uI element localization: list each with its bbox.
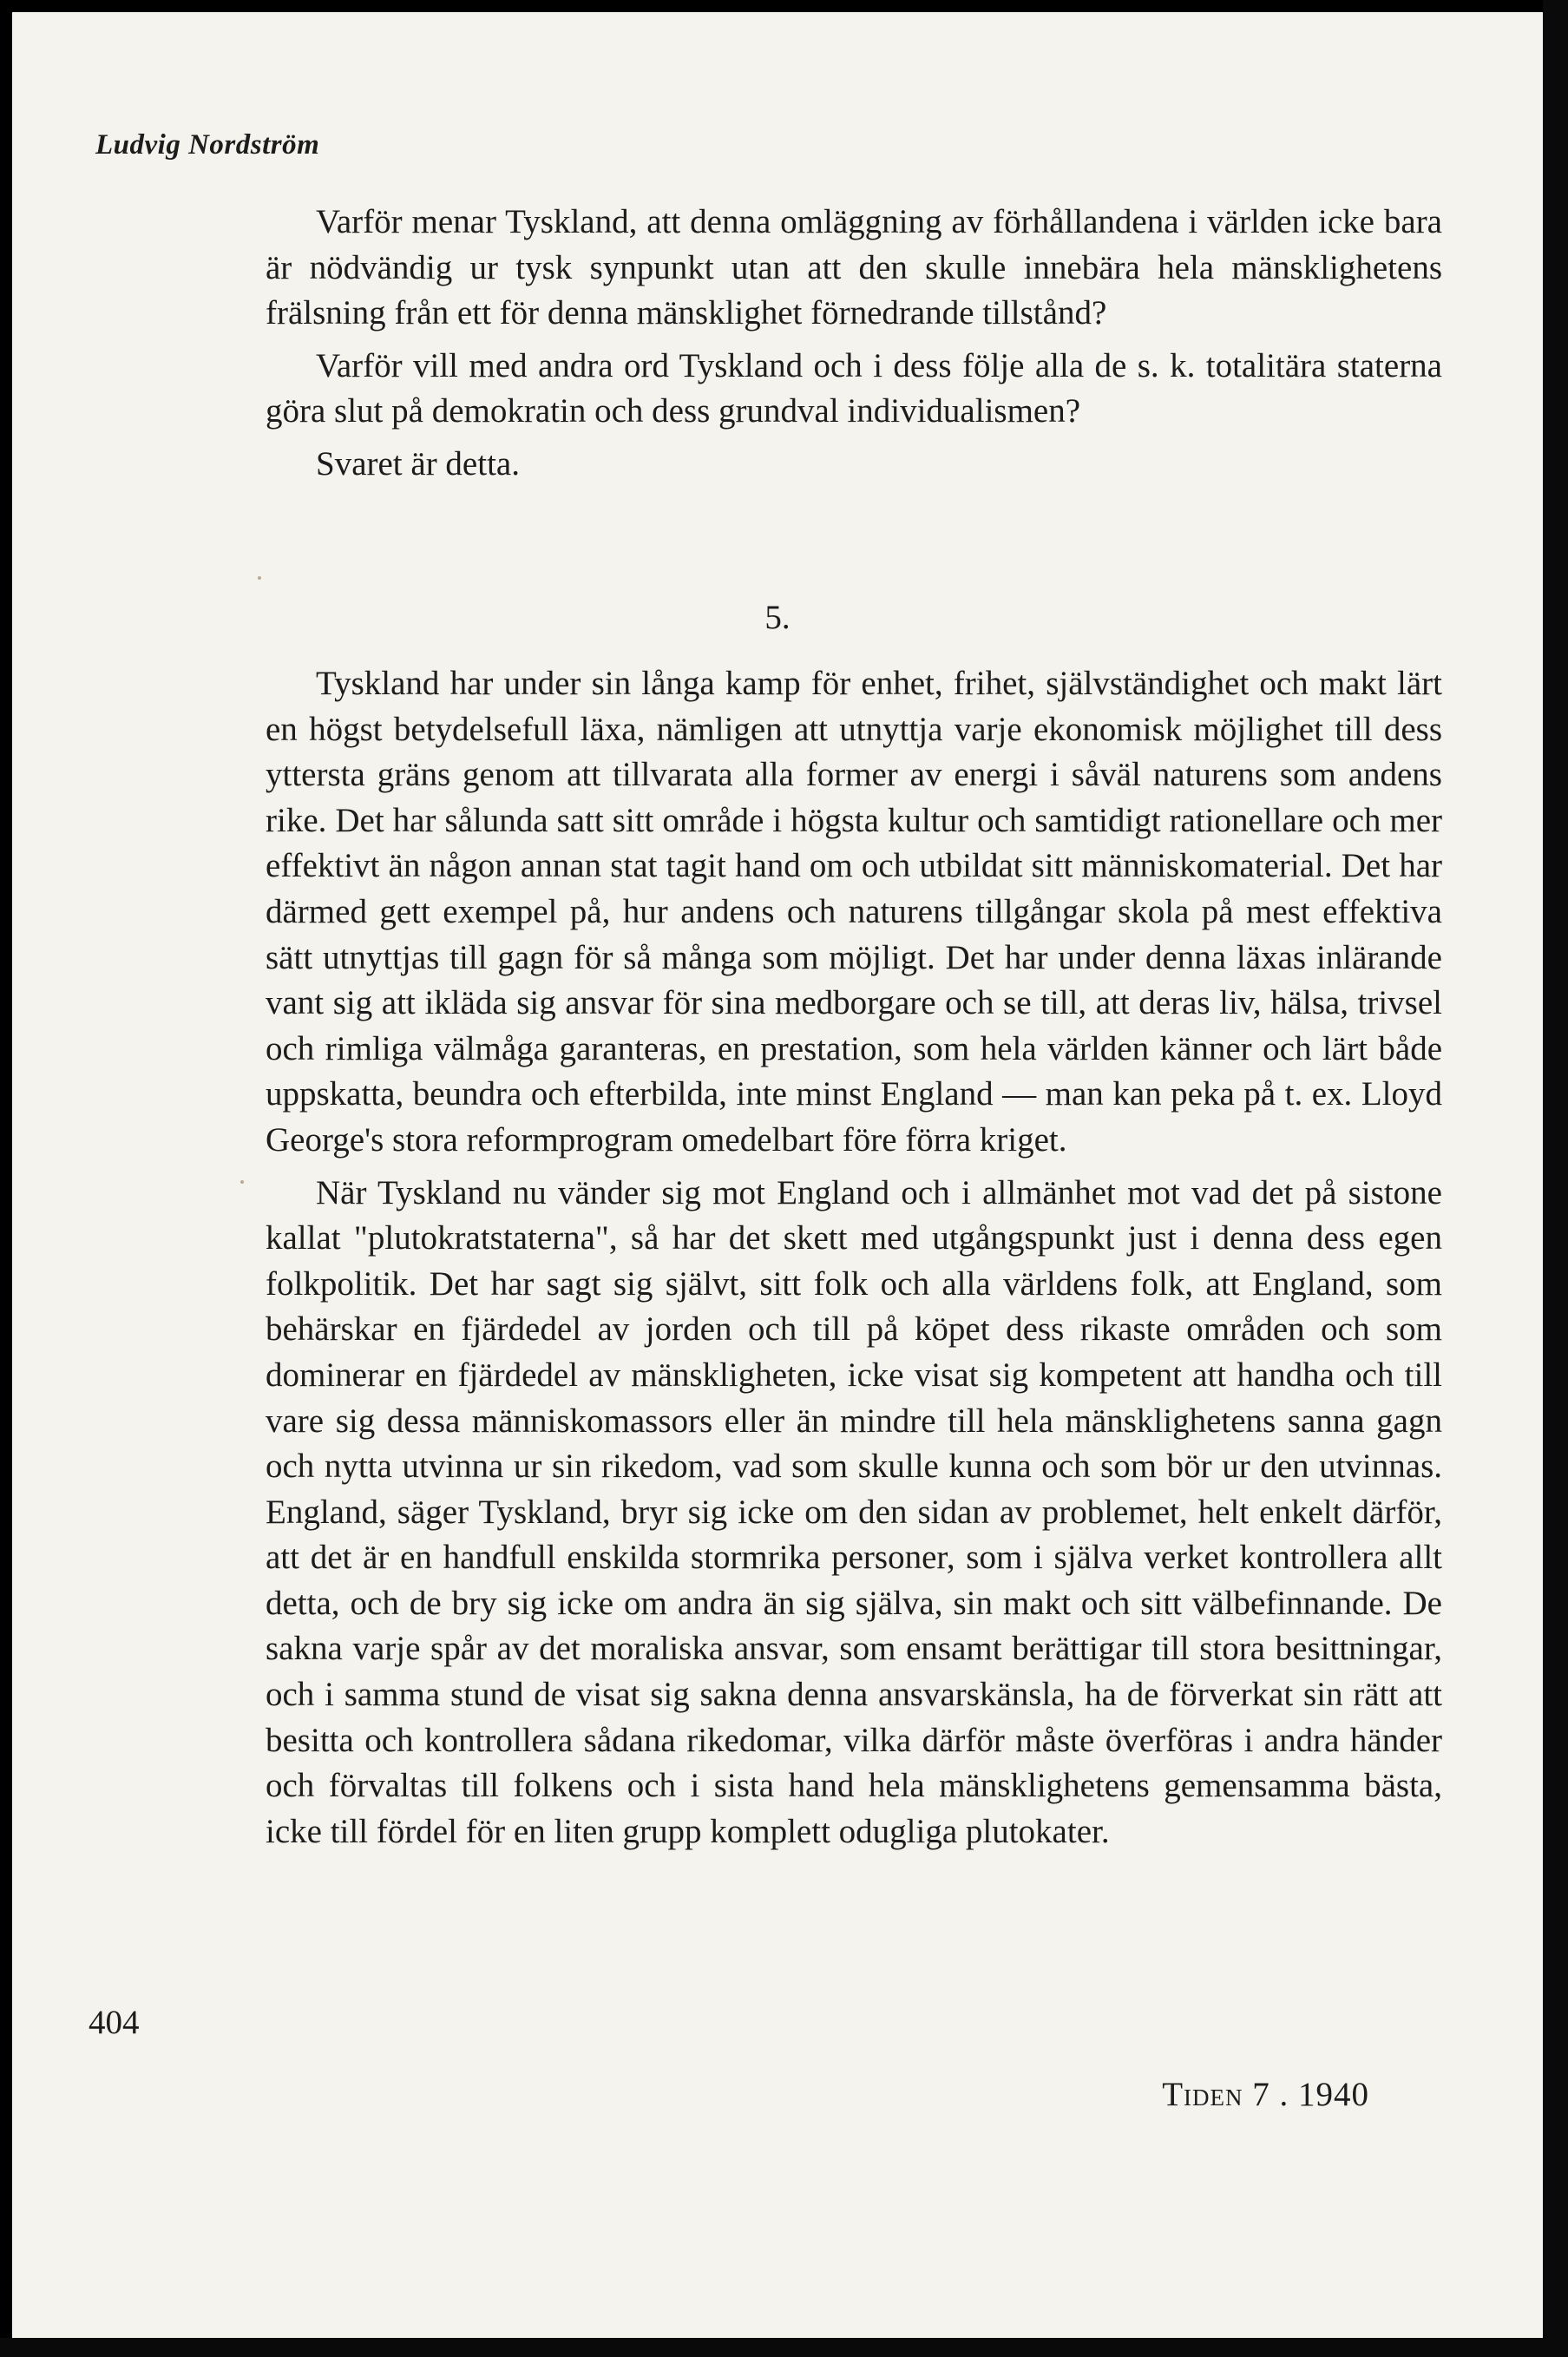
paragraph: Varför vill med andra ord Tyskland och i dess följe alla de s. k. totalitära staterna göra slut på demokratin och dess grundval individualismen? [266, 346, 1442, 430]
paragraph: När Tyskland nu vänder sig mot England och i allmänhet mot vad det på sistone kallat "plutokratstaterna", så har det skett med utgångspunkt just i denna dess egen folkpolitik. Det har sagt sig självt, sitt folk och alla världens folk, att England, som behärskar en fjärdedel av jorden och till på köpet dess rikaste områden och som dominerar en fjärdedel av mänskligheten, icke visat sig kompetent att handha och till vare sig dessa människomassors eller än mindre till hela mänsklighetens sanna gagn och nytta utvinna ur sin rikedom, vad som skulle kunna och som bör ur den utvinnas. England, säger Tyskland, bryr sig icke om den sidan av problemet, helt enkelt därför, att det är en handfull enskilda stormrika personer, som i själva verket kontrollera allt detta, och de bry sig icke om andra än sig själva, sin makt och sitt välbefinnande. De sakna varje spår av det moraliska ansvar, som ensamt berättigar till stora besittningar, och i samma stund de visat sig sakna denna ansvarskänsla, ha de förverkat sin rätt att besitta och kontrollera sådana rikedomar, vilka därför måste överföras i andra händer och förvaltas till folkens och i sista hand hela mänsklighetens gemensamma bästa, icke till fördel för en liten grupp komplett odugliga plutokater. [266, 1173, 1442, 1850]
paper-speck [240, 1180, 244, 1184]
document-page [12, 12, 1543, 2338]
scan-border-right [1543, 0, 1568, 2357]
page-number: 404 [89, 2004, 140, 2041]
paragraph: Varför menar Tyskland, att denna omläggning av förhållandena i världen icke bara är nödvändig ur tysk synpunkt utan att den skulle innebära hela mänsklighetens frälsning från ett för denna mänsklighet förnedrande tillstånd? [266, 203, 1442, 332]
year: 1940 [1298, 2076, 1369, 2113]
paragraph: Tyskland har under sin långa kamp för enhet, frihet, självständighet och makt lärt en högst betydelsefull läxa, nämligen att utnyttja varje ekonomisk möjlighet till dess yttersta gräns genom att tillvarata alla former av energi i såväl naturens som andens rike. Det har sålunda satt sitt område i högsta kultur och samtidigt rationellare och mer effektivt än någon annan stat tagit hand om och utbildat sitt människomaterial. Det har därmed gett exempel på, hur andens och naturens tillgångar skola på mest effektiva sätt utnyttjas till gagn för så många som möjligt. Det har under denna läxas inlärande vant sig att ikläda sig ansvar för sina medborgare och se till, att deras liv, hälsa, trivsel och rimliga välmåga garanteras, en prestation, som hela världen känner och lärt både uppskatta, beundra och efterbilda, inte minst England — man kan peka på t. ex. Lloyd George's stora reformprogram omedelbart före förra kriget. [266, 665, 1442, 1159]
journal-footer [1162, 2075, 1369, 2114]
section-number: 5. [764, 599, 791, 636]
scan-border-bottom [0, 2338, 1568, 2357]
paragraph: Svaret är detta. [316, 444, 520, 483]
journal-name: Tiden [1162, 2076, 1243, 2113]
running-head-author: Ludvig Nordström [95, 129, 320, 161]
paper-speck [258, 576, 261, 580]
text-block-2 [266, 661, 1442, 1855]
text-block-1 [266, 200, 1442, 488]
footer-separator: . [1279, 2076, 1289, 2113]
issue-number: 7 [1252, 2076, 1270, 2113]
